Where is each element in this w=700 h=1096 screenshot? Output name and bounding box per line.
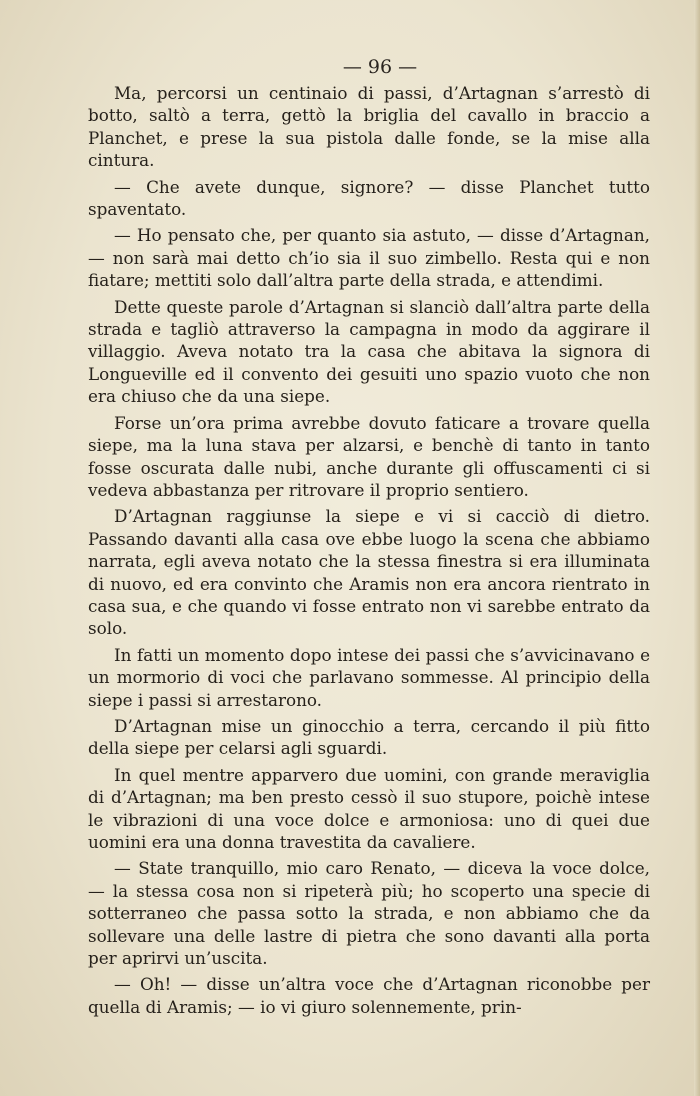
page-number: — 96 —	[342, 56, 418, 78]
paragraph: In fatti un momento dopo intese dei passi che s’avvicinavano e un mormorio di voci che parlavano sommesse. Al principio della siepe i passi si arrestarono.	[88, 644, 650, 710]
paragraph: D’Artagnan mise un ginocchio a terra, cercando il più fitto della siepe per celarsi agli sguardi.	[88, 715, 650, 759]
paragraph: — Oh! — disse un’altra voce che d’Artagnan riconobbe per quella di Aramis; — io vi giuro solennemente, prin-	[88, 974, 650, 1017]
paragraph: — State tranquillo, mio caro Renato, — diceva la voce dolce, — la stessa cosa non si ripeterà più; ho scoperto una specie di sotterraneo che passa sotto la strada, e non abbiamo che da sollevare una delle lastre di pietra che sono davanti alla porta per aprirvi un’uscita.	[88, 858, 650, 969]
paragraph: — Ho pensato che, per quanto sia astuto, — disse d’Artagnan, — non sarà mai detto ch’io sia il suo zimbello. Resta qui e non fiatare; mettiti solo dall’altra parte della strada, e attendimi.	[88, 225, 650, 291]
paragraph: Forse un’ora prima avrebbe dovuto faticare a trovare quella siepe, ma la luna stava per alzarsi, e benchè di tanto in tanto fosse oscurata dalle nubi, anche durante gli offuscamenti ci si vedeva abbastanza per ritrovare il proprio sentiero.	[88, 412, 650, 500]
paragraph: — Che avete dunque, signore? — disse Planchet tutto spaventato.	[88, 176, 650, 220]
paragraph: Dette queste parole d’Artagnan si slanciò dall’altra parte della strada e tagliò attraverso la campagna in modo da aggirare il villaggio. Aveva notato tra la casa che abitava la signora di Longueville ed il convento dei gesuiti uno spazio vuoto che non era chiuso che da una siepe.	[88, 296, 650, 407]
paragraph: Ma, percorsi un centinaio di passi, d’Artagnan s’arrestò di botto, saltò a terra, gettò la briglia del cavallo in braccio a Planchet, e prese la sua pistola dalle fonde, se la mise alla cintura.	[88, 83, 650, 171]
paragraph: In quel mentre apparvero due uomini, con grande meraviglia di d’Artagnan; ma ben presto cessò il suo stupore, poichè intese le vibrazioni di una voce dolce e armoniosa: uno di quei due uomini era una donna travestita da cavaliere.	[88, 764, 650, 852]
paragraph: D’Artagnan raggiunse la siepe e vi si cacciò di dietro. Passando davanti alla casa ove ebbe luogo la scena che abbiamo narrata, egli aveva notato che la stessa finestra si era illuminata di nuovo, ed era convinto che Aramis non era ancora rientrato in casa sua, e che quando vi fosse entrato non vi sarebbe entrato da solo.	[88, 506, 650, 639]
body-text	[88, 82, 650, 1022]
page-edge	[694, 0, 700, 1096]
